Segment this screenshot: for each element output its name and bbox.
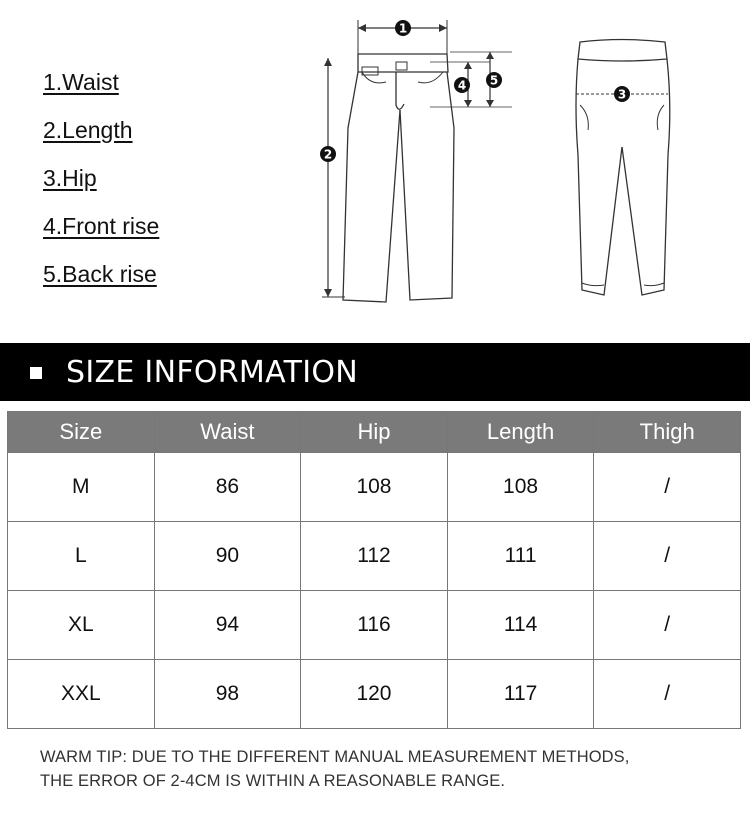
header-waist: Waist xyxy=(154,412,301,453)
cell-size: XXL xyxy=(8,660,155,729)
jogger-outline xyxy=(576,40,670,296)
size-information-banner xyxy=(0,343,750,401)
warm-tip xyxy=(40,745,730,793)
cell-hip: 112 xyxy=(301,522,448,591)
section-title: SIZE INFORMATION xyxy=(66,355,359,390)
cell-thigh: / xyxy=(594,453,741,522)
cell-length: 108 xyxy=(447,453,594,522)
marker-3 xyxy=(614,86,630,102)
svg-text:2: 2 xyxy=(323,147,333,162)
warm-tip-line-2: THE ERROR OF 2-4CM IS WITHIN A REASONABLE RANGE. xyxy=(40,772,506,790)
marker-4 xyxy=(454,77,470,93)
back-trousers-diagram xyxy=(560,35,690,310)
legend-item-hip: 3.Hip xyxy=(43,165,97,191)
table-header-row xyxy=(8,412,741,453)
cell-thigh: / xyxy=(594,660,741,729)
cell-length: 111 xyxy=(447,522,594,591)
cell-waist: 98 xyxy=(154,660,301,729)
cell-hip: 108 xyxy=(301,453,448,522)
warm-tip-line-1: WARM TIP: DUE TO THE DIFFERENT MANUAL MEASUREMENT METHODS, xyxy=(40,748,630,766)
measurement-legend xyxy=(43,64,159,304)
header-length: Length xyxy=(447,412,594,453)
svg-text:4: 4 xyxy=(457,78,467,93)
header-hip: Hip xyxy=(301,412,448,453)
svg-text:1: 1 xyxy=(398,21,408,36)
cell-thigh: / xyxy=(594,591,741,660)
cell-waist: 86 xyxy=(154,453,301,522)
trousers-outline xyxy=(343,54,454,302)
cell-size: M xyxy=(8,453,155,522)
table-row xyxy=(8,522,741,591)
legend-item-length: 2.Length xyxy=(43,117,133,143)
svg-text:5: 5 xyxy=(489,73,499,88)
cell-waist: 90 xyxy=(154,522,301,591)
front-trousers-diagram xyxy=(300,10,530,310)
cell-thigh: / xyxy=(594,522,741,591)
cell-size: XL xyxy=(8,591,155,660)
legend-item-waist: 1.Waist xyxy=(43,69,119,95)
marker-5 xyxy=(486,72,502,88)
table-row xyxy=(8,453,741,522)
bullet-square-icon xyxy=(30,367,42,379)
marker-2 xyxy=(320,146,336,162)
size-table xyxy=(7,411,741,729)
cell-length: 117 xyxy=(447,660,594,729)
cell-waist: 94 xyxy=(154,591,301,660)
svg-text:3: 3 xyxy=(617,87,627,102)
header-size: Size xyxy=(8,412,155,453)
legend-item-back-rise: 5.Back rise xyxy=(43,261,157,287)
table-row xyxy=(8,660,741,729)
legend-item-front-rise: 4.Front rise xyxy=(43,213,160,239)
header-thigh: Thigh xyxy=(594,412,741,453)
cell-hip: 116 xyxy=(301,591,448,660)
table-row xyxy=(8,591,741,660)
cell-hip: 120 xyxy=(301,660,448,729)
marker-1 xyxy=(395,20,411,36)
cell-length: 114 xyxy=(447,591,594,660)
cell-size: L xyxy=(8,522,155,591)
